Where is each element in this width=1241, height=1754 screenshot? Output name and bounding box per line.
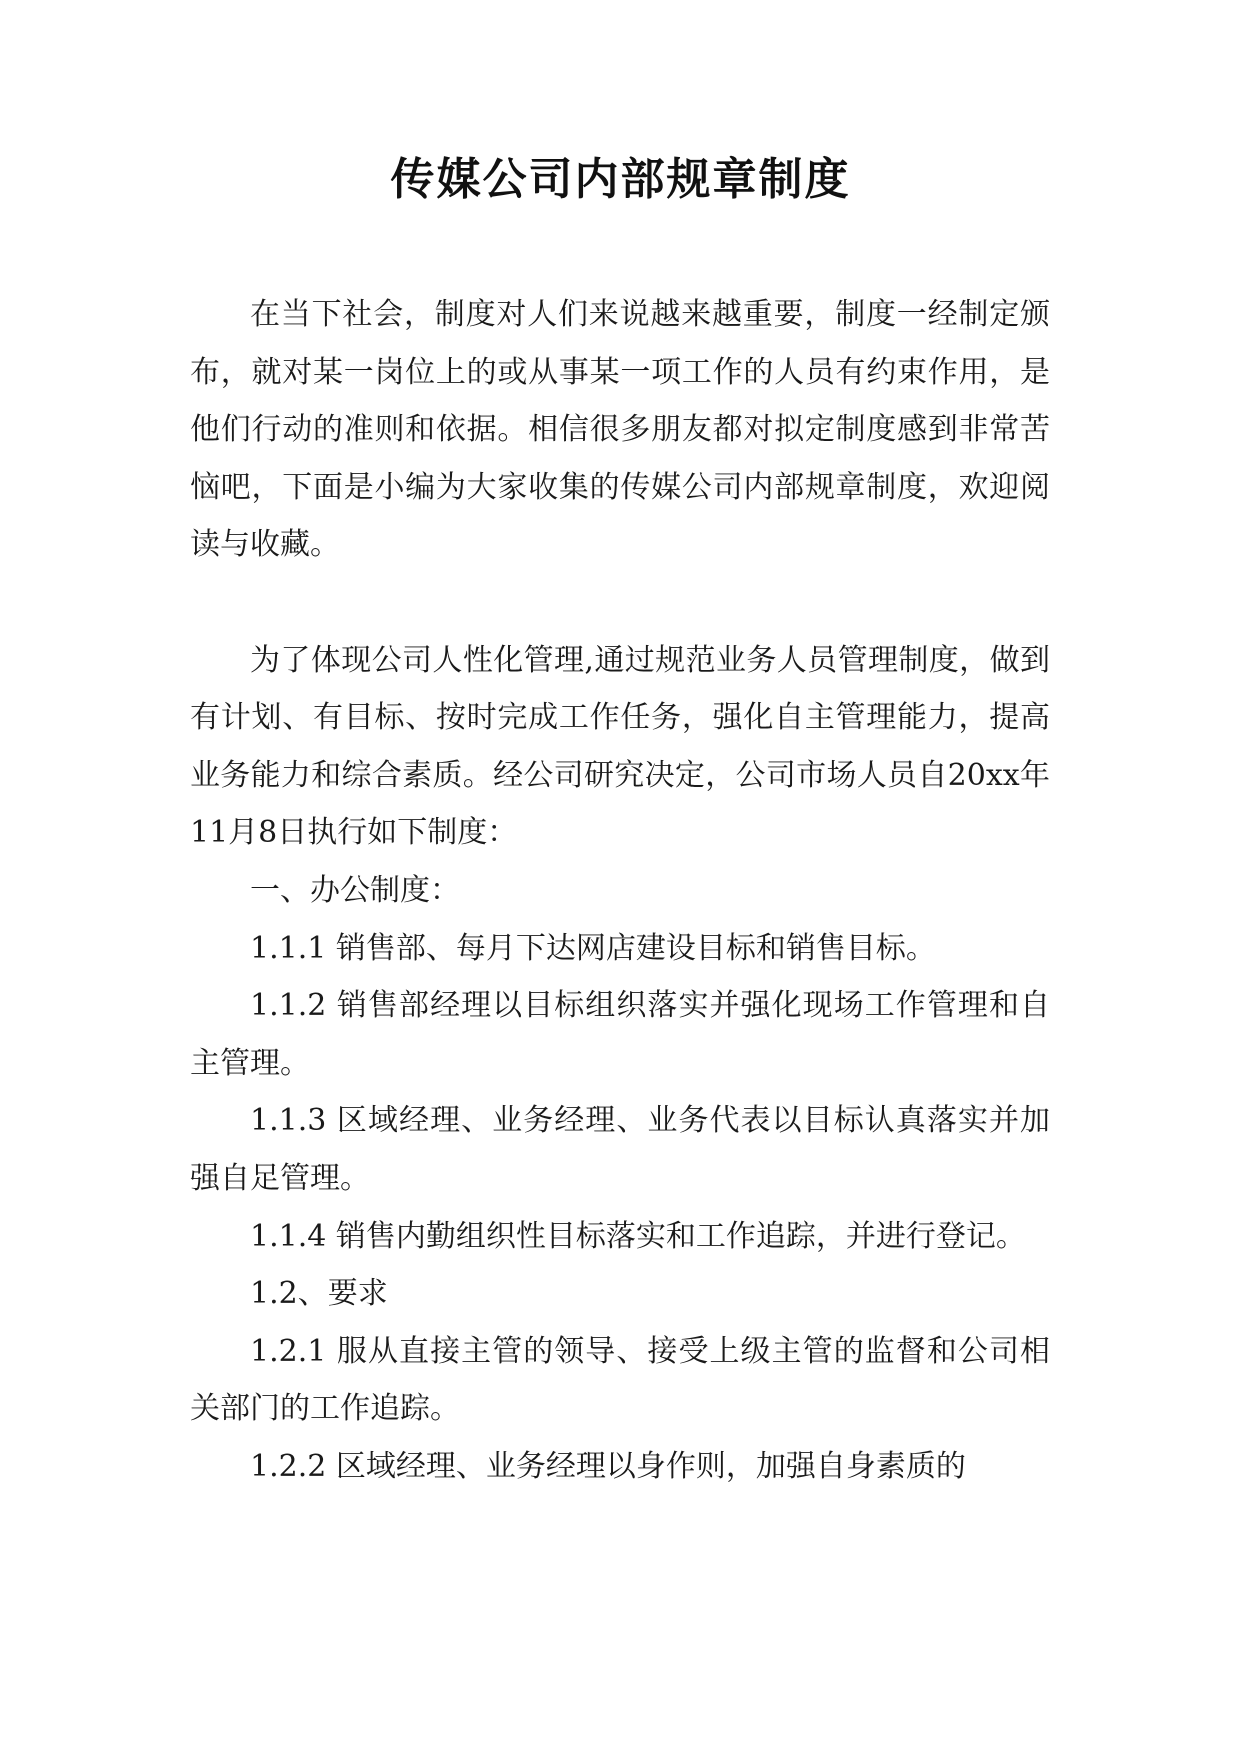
clause-1-1-2: 1.1.2 销售部经理以目标组织落实并强化现场工作管理和自主管理。 — [190, 988, 1050, 1081]
clause-1-1-1: 1.1.1 销售部、每月下达网店建设目标和销售目标。 — [250, 930, 936, 966]
clause-1-1-3: 1.1.3 区域经理、业务经理、业务代表以目标认真落实并加强自足管理。 — [190, 1103, 1050, 1196]
section-heading-office-rules: 一、办公制度： — [250, 872, 460, 908]
paragraph-purpose: 为了体现公司人性化管理,通过规范业务人员管理制度，做到有计划、有目标、按时完成工作任务，强化自主管理能力，提高业务能力和综合素质。经公司研究决定，公司市场人员自20xx年11月8日执行如下制度： — [190, 642, 1050, 851]
intro-paragraph: 在当下社会，制度对人们来说越来越重要，制度一经制定颁布，就对某一岗位上的或从事某一项工作的人员有约束作用，是他们行动的准则和依据。相信很多朋友都对拟定制度感到非常苦恼吧，下面是小编为大家收集的传媒公司内部规章制度，欢迎阅读与收藏。 — [190, 297, 1050, 563]
clause-1-2-1: 1.2.1 服从直接主管的领导、接受上级主管的监督和公司相关部门的工作追踪。 — [190, 1333, 1050, 1427]
section-heading-requirements: 1.2、要求 — [250, 1276, 388, 1312]
document-body — [190, 286, 1050, 1495]
clause-1-1-4: 1.1.4 销售内勤组织性目标落实和工作追踪，并进行登记。 — [250, 1218, 1026, 1254]
clause-1-2-2: 1.2.2 区域经理、业务经理以身作则，加强自身素质的 — [250, 1448, 966, 1484]
document-title: 传媒公司内部规章制度 — [390, 154, 851, 205]
